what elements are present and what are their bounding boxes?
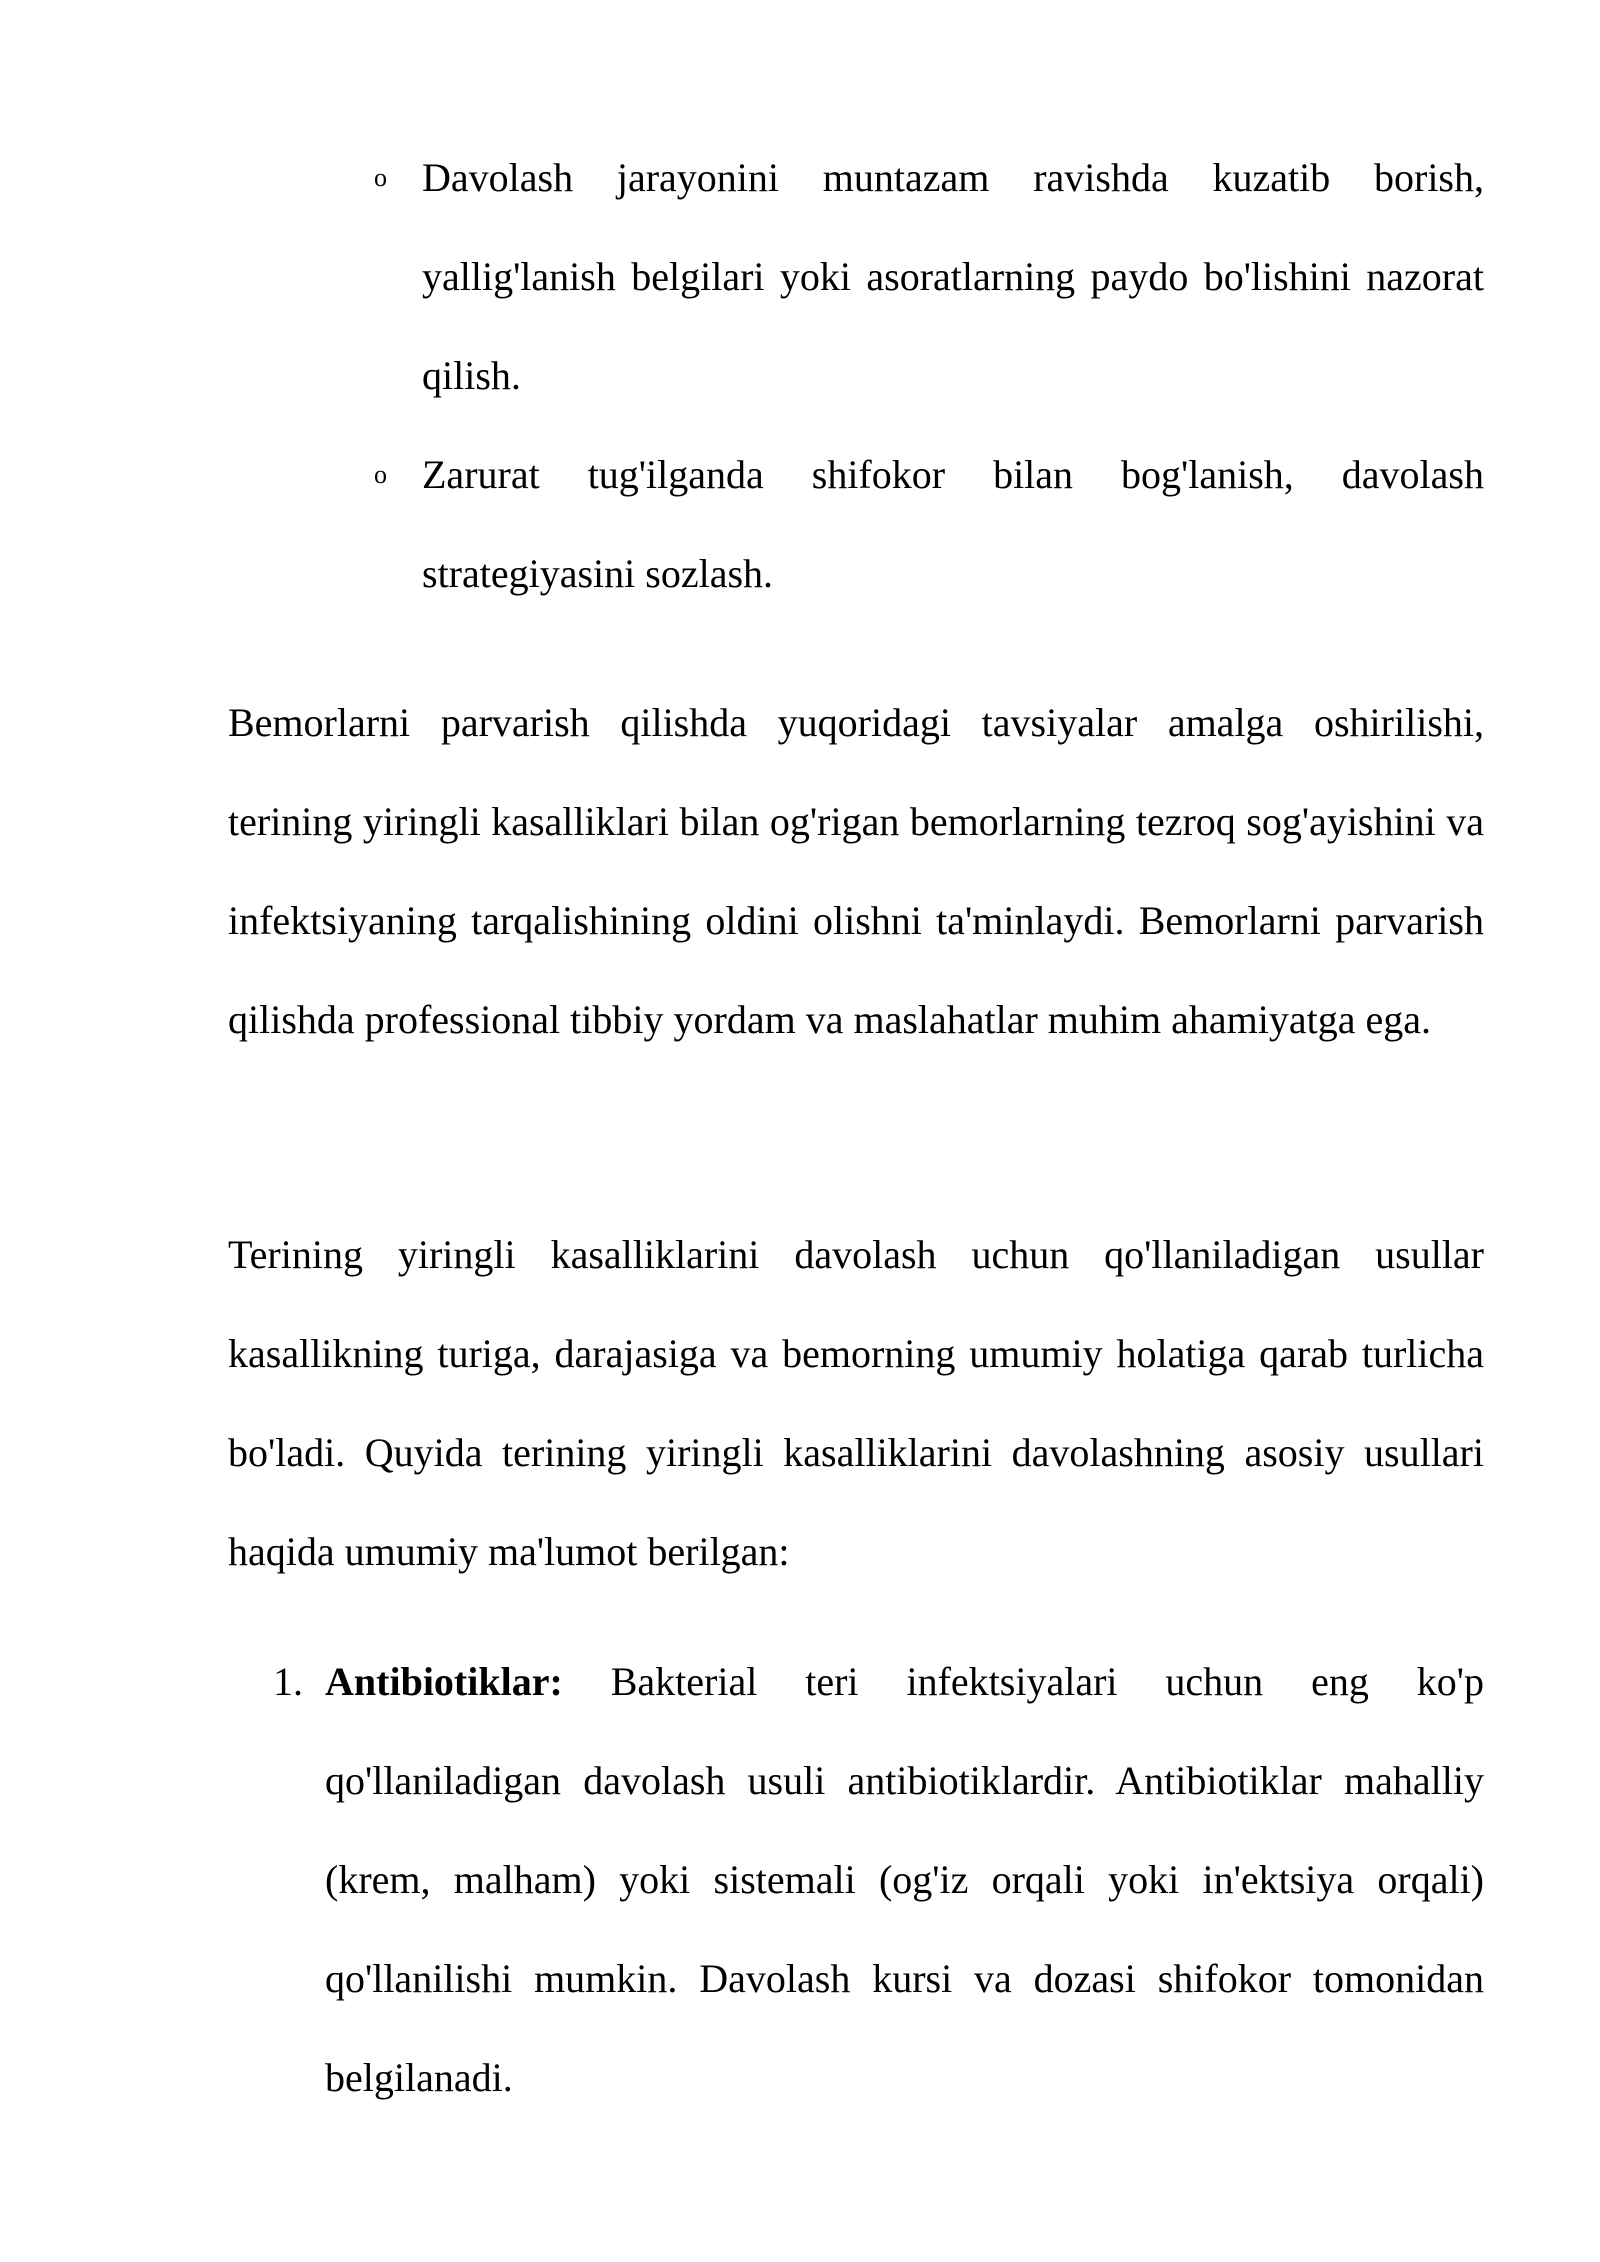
- hollow-bullet-marker: o: [374, 460, 387, 489]
- sub-bullet-item: [374, 128, 1484, 425]
- list-item-text: Bakterial teri infektsiyalari uchun eng ko'p qo'llaniladigan davolash usuli antibiotiklardir. Antibiotiklar mahalliy (krem, malham) yoki sistemali (og'iz orqali yoki in'ektsiya orqali) qo'llanilishi mumkin. Davolash kursi va dozasi shifokor tomonidan belgilanadi.: [325, 1659, 1484, 2100]
- numbered-list-item: [273, 1632, 1484, 2127]
- list-item-term: Antibiotiklar:: [325, 1659, 563, 1704]
- sub-bullet-text: Zarurat tug'ilganda shifokor bilan bog'lanish, davolash strategiyasini sozlash.: [422, 452, 1484, 596]
- sub-bullet-item: [374, 425, 1484, 623]
- body-paragraph: Terining yiringli kasalliklarini davolash uchun qo'llaniladigan usullar kasallikning turiga, darajasiga va bemorning umumiy holatiga qarab turlicha bo'ladi. Quyida terining yiringli kasalliklarini davolashning asosiy usullari haqida umumiy ma'lumot berilgan:: [228, 1232, 1484, 1574]
- body-paragraph: Bemorlarni parvarish qilishda yuqoridagi tavsiyalar amalga oshirilishi, terining yiringli kasalliklari bilan og'rigan bemorlarning tezroq sog'ayishini va infektsiyaning tarqalishining oldini olishni ta'minlaydi. Bemorlarni parvarish qilishda professional tibbiy yordam va maslahatlar muhim ahamiyatga ega.: [228, 700, 1484, 1042]
- sub-bullet-text: Davolash jarayonini muntazam ravishda kuzatib borish, yallig'lanish belgilari yoki asoratlarning paydo bo'lishini nazorat qilish.: [422, 155, 1484, 398]
- numbered-list: [0, 1632, 1600, 2127]
- hollow-bullet-marker: o: [374, 163, 387, 192]
- list-number: 1.: [273, 1659, 303, 1704]
- sub-bullet-list: [0, 128, 1600, 623]
